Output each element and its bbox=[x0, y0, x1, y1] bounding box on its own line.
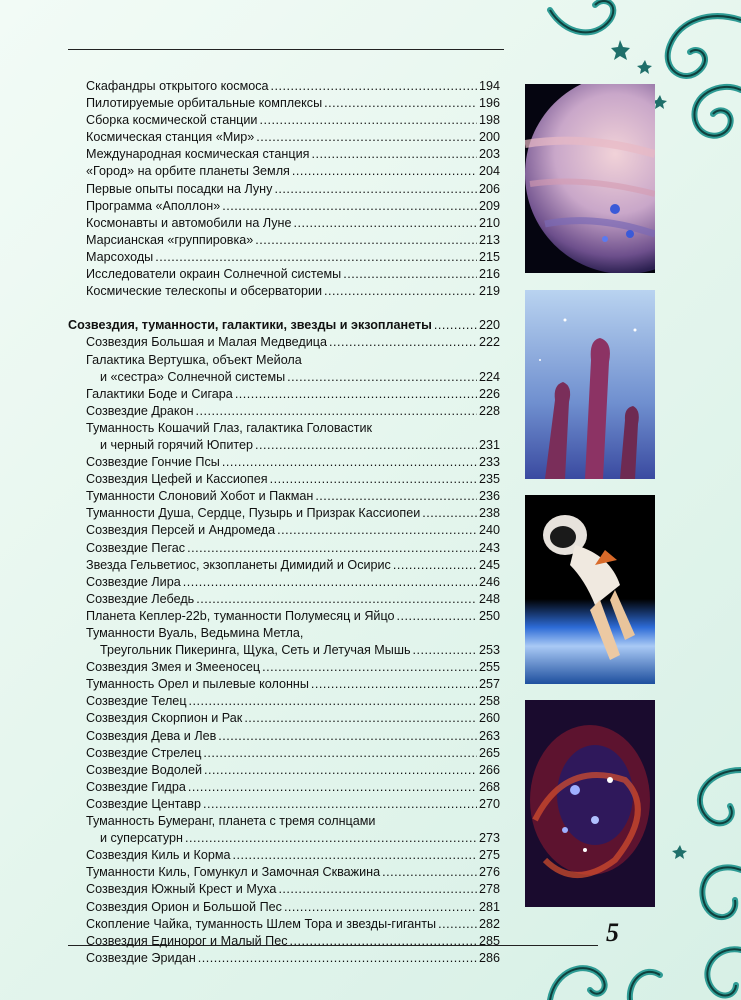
toc-page-number: 286 bbox=[478, 950, 500, 965]
toc-page-number: 204 bbox=[478, 164, 500, 179]
toc-page-number: 194 bbox=[478, 79, 500, 93]
toc-entry bbox=[68, 522, 500, 539]
toc-page-number: 266 bbox=[478, 762, 500, 777]
toc-entry bbox=[68, 813, 500, 847]
toc-leader-dots bbox=[434, 317, 477, 334]
toc-leader-dots bbox=[277, 522, 477, 539]
toc-entry-title: Туманность Бумеранг, планета с тремя солнцами bbox=[86, 814, 376, 829]
toc-entry-title: Скафандры открытого космоса bbox=[86, 79, 269, 93]
toc-leader-dots bbox=[233, 847, 477, 864]
toc-leader-dots bbox=[235, 386, 477, 403]
toc-page-number: 278 bbox=[478, 882, 500, 897]
toc-leader-dots bbox=[290, 933, 477, 950]
toc-leader-dots bbox=[255, 437, 477, 454]
toc-entry bbox=[68, 215, 500, 232]
toc-entry bbox=[68, 557, 500, 574]
page-number: 5 bbox=[606, 918, 619, 947]
toc-entry-title: Космическая станция «Мир» bbox=[86, 130, 255, 145]
toc-page-number: 215 bbox=[478, 249, 500, 264]
toc-entry-title: Туманности Киль, Гомункул и Замочная Скважина bbox=[86, 865, 381, 880]
toc-leader-dots bbox=[188, 779, 477, 796]
toc-page-number: 198 bbox=[478, 113, 500, 128]
toc-entry bbox=[68, 762, 500, 779]
toc-page-number: 206 bbox=[478, 181, 500, 196]
toc-page-number: 216 bbox=[478, 267, 500, 282]
toc-leader-dots bbox=[311, 146, 477, 163]
toc-entry-title: Марсианская «группировка» bbox=[86, 232, 254, 247]
toc-entry-title-continued: и черный горячий Юпитер bbox=[100, 437, 253, 452]
toc-entry-title: Пилотируемые орбитальные комплексы bbox=[86, 96, 323, 111]
toc-entry bbox=[68, 916, 500, 933]
toc-entry bbox=[68, 693, 500, 710]
toc-entry-title: Сборка космической станции bbox=[86, 113, 258, 128]
toc-leader-dots bbox=[262, 659, 477, 676]
toc-entry bbox=[68, 471, 500, 488]
toc-entry-title: Созвездие Гидра bbox=[86, 779, 186, 794]
toc-entry bbox=[68, 403, 500, 420]
toc-entry bbox=[68, 95, 500, 112]
toc-page-number: 282 bbox=[478, 916, 500, 931]
toc-entry-title: Галактика Вертушка, объект Мейола bbox=[86, 352, 302, 367]
toc-entry-title: Космические телескопы и обсерватории bbox=[86, 284, 323, 299]
toc-entry-title: Созвездие Водолей bbox=[86, 762, 202, 777]
toc-entry bbox=[68, 249, 500, 266]
toc-page-number: 219 bbox=[478, 284, 500, 299]
toc-leader-dots bbox=[278, 881, 477, 898]
toc-page-number: 246 bbox=[478, 574, 500, 589]
toc-leader-dots bbox=[270, 471, 477, 488]
toc-entry-title: Космонавты и автомобили на Луне bbox=[86, 215, 292, 230]
top-rule bbox=[68, 49, 504, 50]
toc-entry-title: Созвездие Стрелец bbox=[86, 745, 202, 760]
toc-entry bbox=[68, 574, 500, 591]
toc-entry-title: Созвездия Киль и Корма bbox=[86, 848, 231, 863]
toc-page-number: 213 bbox=[478, 232, 500, 247]
toc-page-number: 270 bbox=[478, 796, 500, 811]
toc-entry-title: Созвездия Персей и Андромеда bbox=[86, 523, 276, 538]
toc-page-number: 240 bbox=[478, 523, 500, 538]
toc-entry-title: Созвездие Дракон bbox=[86, 403, 194, 418]
toc-entry-title: Созвездие Гончие Псы bbox=[86, 455, 220, 470]
photo-spacewalk-astronaut bbox=[525, 495, 655, 684]
toc-leader-dots bbox=[222, 454, 477, 471]
toc-leader-dots bbox=[259, 112, 477, 129]
toc-entry bbox=[68, 505, 500, 522]
toc-page-number: 268 bbox=[478, 779, 500, 794]
toc-page-number: 243 bbox=[478, 540, 500, 555]
toc-leader-dots bbox=[292, 163, 477, 180]
toc-leader-dots bbox=[198, 950, 477, 967]
toc-page-number: 210 bbox=[478, 215, 500, 230]
toc-entry-title: Галактики Боде и Сигара bbox=[86, 386, 233, 401]
toc-entry-title-continued: Треугольник Пикеринга, Щука, Сеть и Летучая Мышь bbox=[100, 643, 411, 658]
toc-entry bbox=[68, 232, 500, 249]
toc-entry bbox=[68, 181, 500, 198]
toc-entry bbox=[68, 129, 500, 146]
toc-entry-title: Созвездие Пегас bbox=[86, 540, 186, 555]
toc-page-number: 245 bbox=[478, 557, 500, 572]
toc-leader-dots bbox=[324, 283, 477, 300]
toc-entry-title: Скопление Чайка, туманность Шлем Тора и звезды-гиганты bbox=[86, 916, 437, 931]
toc-leader-dots bbox=[244, 710, 477, 727]
table-of-contents bbox=[68, 78, 500, 967]
toc-leader-dots bbox=[284, 899, 477, 916]
swirl-ornament-bottom-right bbox=[660, 760, 741, 1000]
toc-entry-title-continued: и «сестра» Солнечной системы bbox=[100, 369, 286, 384]
toc-entry-title: Туманности Слоновий Хобот и Пакман bbox=[86, 489, 314, 504]
toc-leader-dots bbox=[422, 505, 477, 522]
toc-entry-title: Созвездия Дева и Лев bbox=[86, 728, 217, 743]
toc-entry bbox=[68, 163, 500, 180]
toc-leader-dots bbox=[189, 693, 477, 710]
toc-page-number: 260 bbox=[478, 711, 500, 726]
photo-pillars-of-creation bbox=[525, 290, 655, 479]
toc-leader-dots bbox=[196, 403, 477, 420]
toc-entry-title: Созвездия Цефей и Кассиопея bbox=[86, 472, 268, 487]
toc-entry bbox=[68, 334, 500, 351]
toc-page-number: 238 bbox=[478, 506, 500, 521]
toc-entry bbox=[68, 745, 500, 762]
toc-page-number: 265 bbox=[478, 745, 500, 760]
toc-entry bbox=[68, 146, 500, 163]
toc-entry bbox=[68, 676, 500, 693]
toc-entry-title: Созвездия Большая и Малая Медведица bbox=[86, 335, 327, 350]
toc-leader-dots bbox=[256, 129, 477, 146]
toc-leader-dots bbox=[343, 266, 477, 283]
toc-entry-title: Созвездие Телец bbox=[86, 694, 187, 709]
toc-entry bbox=[68, 454, 500, 471]
toc-entry bbox=[68, 488, 500, 505]
toc-entry-title: Туманности Вуаль, Ведьмина Метла, bbox=[86, 626, 304, 640]
swirl-ornament-bottom bbox=[540, 920, 670, 1000]
toc-entry-title-continued: и суперсатурн bbox=[100, 831, 184, 846]
toc-leader-dots bbox=[274, 181, 477, 198]
toc-leader-dots bbox=[183, 574, 477, 591]
toc-page-number: 196 bbox=[478, 96, 500, 111]
toc-leader-dots bbox=[255, 232, 477, 249]
toc-entry bbox=[68, 881, 500, 898]
toc-entry-title: Туманность Кошачий Глаз, галактика Головастик bbox=[86, 420, 373, 435]
toc-entry bbox=[68, 625, 500, 659]
toc-page-number: 258 bbox=[478, 694, 500, 709]
toc-entry-title: Исследователи окраин Солнечной системы bbox=[86, 267, 342, 282]
toc-entry bbox=[68, 198, 500, 215]
toc-entry bbox=[68, 728, 500, 745]
toc-page-number: 203 bbox=[478, 147, 500, 162]
toc-leader-dots bbox=[294, 215, 477, 232]
toc-leader-dots bbox=[204, 762, 477, 779]
toc-entry bbox=[68, 540, 500, 557]
toc-leader-dots bbox=[413, 642, 477, 659]
toc-entry-title: Марсоходы bbox=[86, 249, 154, 264]
toc-entry bbox=[68, 112, 500, 129]
toc-entry bbox=[68, 710, 500, 727]
toc-leader-dots bbox=[196, 591, 477, 608]
toc-entry bbox=[68, 608, 500, 625]
toc-page-number: 224 bbox=[478, 369, 500, 384]
toc-leader-dots bbox=[382, 864, 477, 881]
toc-leader-dots bbox=[222, 198, 477, 215]
photo-nebula-stars bbox=[525, 700, 655, 907]
toc-page-number: 209 bbox=[478, 198, 500, 213]
toc-page-number: 233 bbox=[478, 455, 500, 470]
toc-entry bbox=[68, 779, 500, 796]
toc-entry bbox=[68, 78, 500, 95]
toc-page-number: 248 bbox=[478, 591, 500, 606]
toc-entry bbox=[68, 950, 500, 967]
toc-page-number: 222 bbox=[478, 335, 500, 350]
toc-leader-dots bbox=[155, 249, 477, 266]
toc-leader-dots bbox=[324, 95, 477, 112]
toc-leader-dots bbox=[329, 334, 477, 351]
toc-entry bbox=[68, 283, 500, 300]
toc-entry bbox=[68, 386, 500, 403]
toc-page-number: 281 bbox=[478, 899, 500, 914]
toc-page-number: 235 bbox=[478, 472, 500, 487]
photo-planet-jupiter bbox=[525, 84, 655, 273]
toc-leader-dots bbox=[187, 540, 477, 557]
toc-entry-title: Международная космическая станция bbox=[86, 147, 310, 162]
toc-page-number: 253 bbox=[478, 643, 500, 658]
toc-leader-dots bbox=[203, 745, 477, 762]
toc-leader-dots bbox=[203, 796, 477, 813]
toc-entry-title: Созвездия Единорог и Малый Пес bbox=[86, 933, 288, 948]
toc-page-number: 273 bbox=[478, 831, 500, 846]
toc-entry-title: Созвездие Лира bbox=[86, 574, 181, 589]
toc-entry-title: Созвездие Эридан bbox=[86, 950, 196, 965]
toc-entry bbox=[68, 659, 500, 676]
toc-page-number: 228 bbox=[478, 403, 500, 418]
toc-leader-dots bbox=[311, 676, 477, 693]
toc-entry-title: Планета Кеплер-22b, туманности Полумесяц и Яйцо bbox=[86, 608, 395, 623]
toc-page-number: 226 bbox=[478, 386, 500, 401]
toc-spacer bbox=[68, 300, 500, 317]
toc-entry-title: Программа «Аполлон» bbox=[86, 198, 221, 213]
toc-entry-title: Созвездия Скорпион и Рак bbox=[86, 711, 243, 726]
toc-section-heading bbox=[68, 317, 500, 334]
toc-leader-dots bbox=[185, 830, 477, 847]
toc-leader-dots bbox=[218, 728, 477, 745]
toc-leader-dots bbox=[393, 557, 477, 574]
toc-page-number: 231 bbox=[478, 437, 500, 452]
toc-entry bbox=[68, 352, 500, 386]
toc-entry-title: Созвездия, туманности, галактики, звезды и экзопланеты bbox=[68, 318, 432, 333]
toc-entry-title: «Город» на орбите планеты Земля bbox=[86, 164, 290, 179]
toc-entry-title: Созвездие Лебедь bbox=[86, 591, 195, 606]
toc-entry bbox=[68, 796, 500, 813]
toc-entry-title: Созвездия Змея и Змееносец bbox=[86, 660, 261, 675]
toc-entry-title: Туманности Душа, Сердце, Пузырь и Призрак Кассиопеи bbox=[86, 506, 421, 521]
toc-leader-dots bbox=[397, 608, 477, 625]
toc-entry-title: Туманность Орел и пылевые колонны bbox=[86, 677, 309, 692]
toc-entry bbox=[68, 420, 500, 454]
toc-entry-title: Созвездие Центавр bbox=[86, 796, 201, 811]
toc-page-number: 275 bbox=[478, 848, 500, 863]
toc-leader-dots bbox=[438, 916, 477, 933]
toc-entry-title: Созвездия Южный Крест и Муха bbox=[86, 882, 277, 897]
toc-entry bbox=[68, 266, 500, 283]
toc-page-number: 257 bbox=[478, 677, 500, 692]
toc-page-number: 220 bbox=[478, 318, 500, 333]
toc-leader-dots bbox=[315, 488, 477, 505]
toc-page-number: 276 bbox=[478, 865, 500, 880]
toc-entry bbox=[68, 847, 500, 864]
toc-entry-title: Созвездия Орион и Большой Пес bbox=[86, 899, 282, 914]
toc-entry-title: Первые опыты посадки на Луну bbox=[86, 181, 273, 196]
toc-entry bbox=[68, 899, 500, 916]
toc-page-number: 285 bbox=[478, 933, 500, 948]
toc-page-number: 236 bbox=[478, 489, 500, 504]
toc-page-number: 250 bbox=[478, 608, 500, 623]
toc-entry bbox=[68, 591, 500, 608]
toc-entry bbox=[68, 933, 500, 950]
toc-page-number: 263 bbox=[478, 728, 500, 743]
toc-page-number: 200 bbox=[478, 130, 500, 145]
toc-page-number: 255 bbox=[478, 660, 500, 675]
toc-entry-title: Звезда Гельветиос, экзопланеты Димидий и Осирис bbox=[86, 557, 391, 572]
toc-leader-dots bbox=[287, 369, 477, 386]
toc-leader-dots bbox=[271, 78, 477, 95]
toc-entry bbox=[68, 864, 500, 881]
